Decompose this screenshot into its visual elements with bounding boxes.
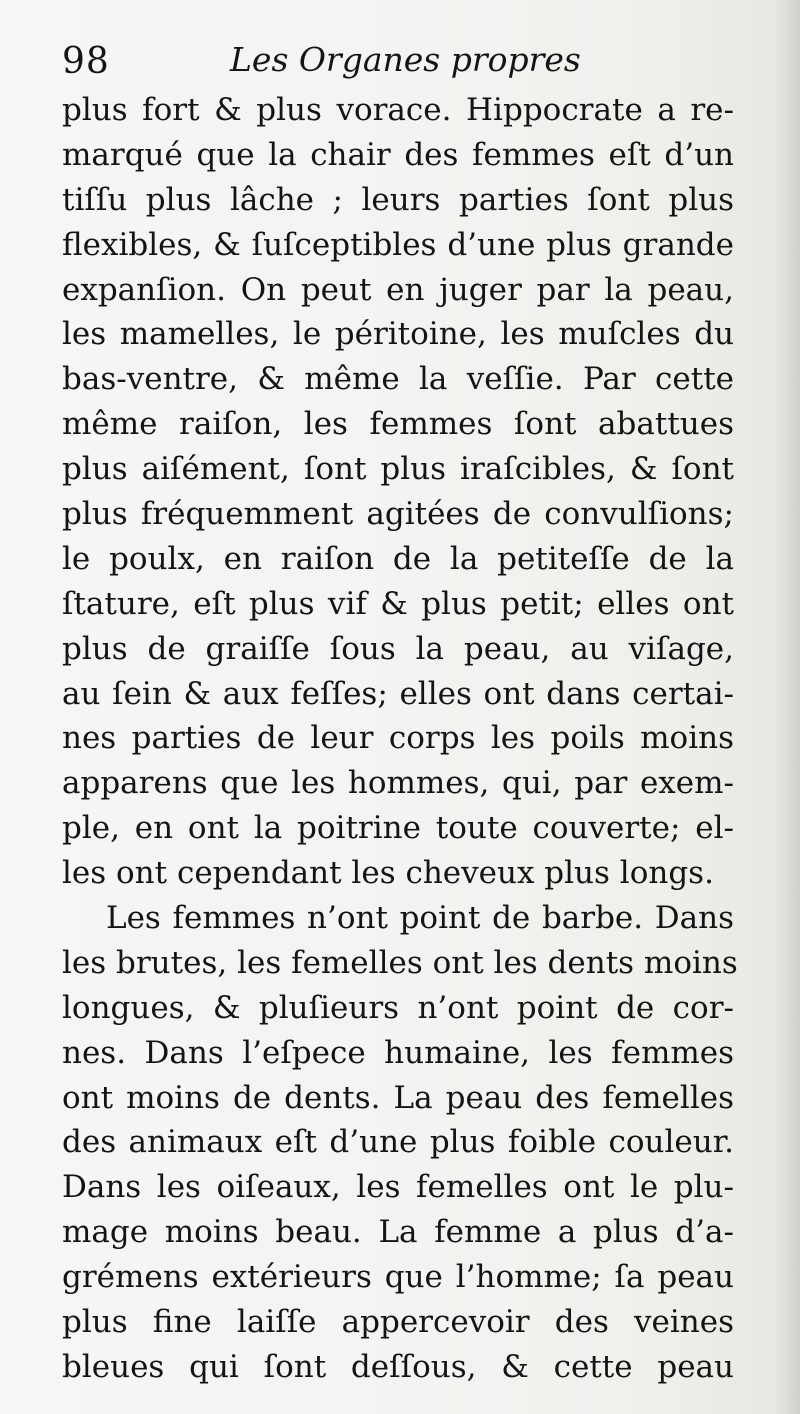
text-line: nes. Dans l’eſpece humaine, les femmes [62, 1034, 734, 1071]
text-line: nes parties de leur corps les poils moins [62, 720, 734, 757]
running-head: Les Organes propres [230, 40, 581, 79]
text-line: plus de graiſſe ſous la peau, au viſage, [62, 630, 734, 667]
text-line: ont moins de dents. La peau des femelles [62, 1079, 734, 1116]
text-line: les brutes, les femelles ont les dents moins [62, 944, 738, 981]
text-line: flexibles, & ſuſceptibles d’une plus grande [62, 226, 734, 263]
text-line: mage moins beau. La femme a plus d’a- [62, 1214, 734, 1251]
text-line: les ont cependant les cheveux plus longs. [62, 855, 714, 892]
text-line: même raiſon, les femmes ſont abattues [62, 406, 734, 443]
text-line: le poulx, en raiſon de la petiteſſe de la [62, 540, 734, 577]
text-line: Dans les oiſeaux, les femelles ont le plu- [62, 1169, 734, 1206]
text-line: bleues qui ſont deſſous, & cette peau [62, 1348, 734, 1385]
text-line: grémens extérieurs que l’homme; ſa peau [62, 1259, 734, 1296]
body-text [62, 88, 738, 1390]
text-line: des animaux eſt d’une plus foible couleur. [62, 1124, 734, 1161]
text-line: plus fine laiſſe appercevoir des veines [62, 1304, 734, 1341]
page-edge-shadow [774, 0, 800, 1414]
text-line: longues, & pluſieurs n’ont point de cor- [62, 989, 734, 1026]
text-line: plus fort & plus vorace. Hippocrate a re- [62, 92, 734, 128]
text-line: expanſion. On peut en juger par la peau, [62, 271, 734, 308]
text-line: tiſſu plus lâche ; leurs parties ſont plus [62, 181, 734, 218]
text-line: marqué que la chair des femmes eſt d’un [62, 136, 734, 173]
text-line: les mamelles, le péritoine, les muſcles du [62, 316, 734, 353]
text-line: ſtature, eſt plus vif & plus petit; elles ont [62, 585, 734, 622]
page-header [62, 30, 582, 86]
text-line: plus fréquemment agitées de convulſions; [62, 496, 734, 533]
text-line: plus aiſément, ſont plus iraſcibles, & ſont [62, 451, 734, 488]
text-line: au ſein & aux feſſes; elles ont dans certai- [62, 675, 734, 712]
text-line: ple, en ont la poitrine toute couverte; el- [62, 810, 734, 847]
page-number: 98 [62, 41, 110, 82]
text-line: Les femmes n’ont point de barbe. Dans [106, 900, 734, 937]
text-line: bas-ventre, & même la veſſie. Par cette [62, 361, 734, 398]
text-line: apparens que les hommes, qui, par exem- [62, 765, 734, 802]
